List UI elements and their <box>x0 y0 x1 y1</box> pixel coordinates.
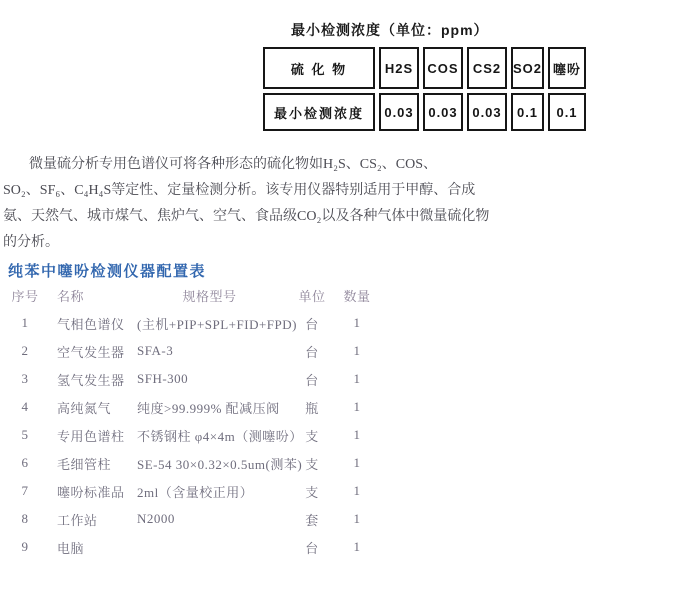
cell-no: 4 <box>21 399 29 414</box>
cell-no: 5 <box>21 427 29 442</box>
cell-qty: 1 <box>353 343 361 358</box>
cell-no: 8 <box>21 511 29 526</box>
cell-spec: N2000 <box>137 511 175 526</box>
cell-no: 7 <box>21 483 29 498</box>
cell-spec: SFH-300 <box>137 371 189 386</box>
column-header-qty: 数量 <box>343 288 371 304</box>
column-header-name: 名称 <box>57 288 85 304</box>
cell-qty: 1 <box>353 399 361 414</box>
cell-spec: (主机+PIP+SPL+FID+FPD) <box>137 316 297 332</box>
cell-no: 3 <box>21 371 29 386</box>
cell-qty: 1 <box>353 511 361 526</box>
cell-qty: 1 <box>353 371 361 386</box>
paragraph-line: 氨、天然气、城市煤气、焦炉气、空气、食品级CO₂以及各种气体中微量硫化物 <box>3 209 490 224</box>
cell-name: 噻吩标准品 <box>57 484 125 500</box>
cell-qty: 1 <box>353 455 361 470</box>
cell-no: 2 <box>21 343 29 358</box>
cell-spec: 纯度>99.999% 配减压阀 <box>137 400 280 416</box>
min-table-value-cell: 0.1 <box>548 93 586 131</box>
min-detection-title: 最小检测浓度（单位：ppm） <box>291 22 489 38</box>
table-row <box>0 421 420 449</box>
min-table-value-cell: 0.03 <box>467 93 507 131</box>
cell-qty: 1 <box>353 427 361 442</box>
cell-name: 氢气发生器 <box>57 372 125 388</box>
paragraph-line: SO₂、SF₆、C₄H₄S等定性、定量检测分析。该专用仪器特别适用于甲醇、合成 <box>3 183 476 198</box>
min-table-value-cell: 0.03 <box>379 93 419 131</box>
table-row <box>0 337 420 365</box>
min-table-header-cell: CS2 <box>467 47 507 89</box>
cell-name: 专用色谱柱 <box>57 428 125 444</box>
table-row <box>0 309 420 337</box>
min-table-header-cell: COS <box>423 47 463 89</box>
min-table-value-cell: 0.1 <box>511 93 544 131</box>
cell-spec: 2ml（含量校正用） <box>137 484 254 500</box>
cell-unit: 支 <box>305 484 319 500</box>
cell-no: 9 <box>21 539 29 554</box>
cell-qty: 1 <box>353 539 361 554</box>
cell-unit: 台 <box>305 316 319 332</box>
table-row <box>0 365 420 393</box>
min-table-header-cell: 硫 化 物 <box>263 47 375 89</box>
cell-unit: 台 <box>305 372 319 388</box>
cell-spec: SE-54 30×0.32×0.5um(测苯) <box>137 456 303 472</box>
cell-name: 气相色谱仪 <box>57 316 125 332</box>
cell-spec: 不锈钢柱 φ4×4m（测噻吩） <box>137 428 303 444</box>
cell-no: 1 <box>21 315 29 330</box>
paragraph-line: 的分析。 <box>3 235 59 250</box>
cell-name: 空气发生器 <box>57 344 125 360</box>
column-header-spec: 规格型号 <box>182 288 237 304</box>
min-detection-table <box>259 43 590 135</box>
cell-unit: 支 <box>305 428 319 444</box>
table-row <box>0 505 420 533</box>
cell-name: 毛细管柱 <box>57 456 112 472</box>
cell-name: 工作站 <box>57 512 98 528</box>
table-row <box>0 477 420 505</box>
intro-paragraph <box>3 152 489 256</box>
cell-unit: 台 <box>305 540 319 556</box>
min-table-value-cell: 最小检测浓度 <box>263 93 375 131</box>
min-table-value-row <box>263 93 586 131</box>
cell-unit: 瓶 <box>305 400 319 416</box>
min-table-header-cell: 噻吩 <box>548 47 586 89</box>
table-row <box>0 533 420 561</box>
cell-qty: 1 <box>353 315 361 330</box>
paragraph-line: 微量硫分析专用色谱仪可将各种形态的硫化物如H₂S、CS₂、COS、 <box>29 157 438 172</box>
min-table-header-row <box>263 47 586 89</box>
min-table-value-cell: 0.03 <box>423 93 463 131</box>
table-row <box>0 449 420 477</box>
cell-no: 6 <box>21 455 29 470</box>
config-table <box>0 281 420 561</box>
cell-qty: 1 <box>353 483 361 498</box>
config-table-header-row <box>0 281 420 309</box>
min-table-header-cell: SO2 <box>511 47 544 89</box>
config-table-heading: 纯苯中噻吩检测仪器配置表 <box>8 264 207 280</box>
cell-unit: 台 <box>305 344 319 360</box>
column-header-no: 序号 <box>11 288 39 304</box>
column-header-unit: 单位 <box>298 288 326 304</box>
cell-unit: 支 <box>305 456 319 472</box>
cell-name: 高纯氮气 <box>57 400 112 416</box>
cell-name: 电脑 <box>57 540 85 556</box>
min-table-header-cell: H2S <box>379 47 419 89</box>
cell-spec: SFA-3 <box>137 343 174 358</box>
cell-unit: 套 <box>305 512 319 528</box>
table-row <box>0 393 420 421</box>
